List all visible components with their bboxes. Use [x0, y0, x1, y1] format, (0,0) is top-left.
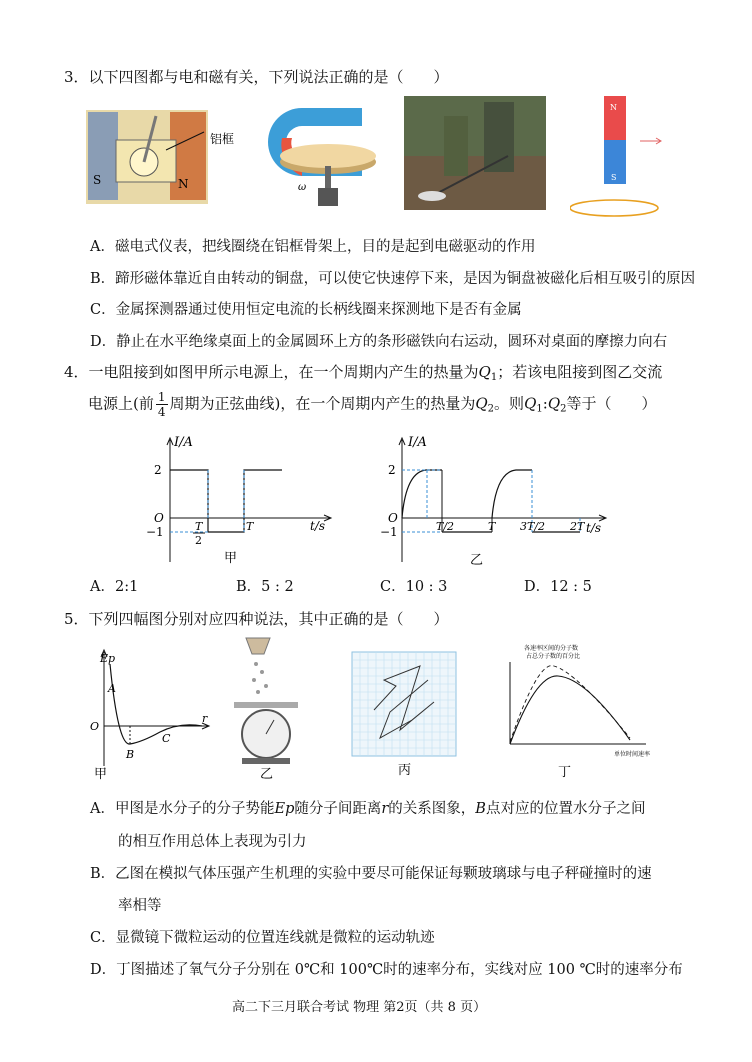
svg-text:r: r [202, 712, 208, 725]
fig1-n-label: N [178, 177, 189, 191]
q4-option-d: D．12 : 5 [524, 579, 592, 595]
svg-text:ω: ω [298, 182, 307, 193]
q3-option-a: A．磁电式仪表，把线圈绕在铝框骨架上，目的是起到电磁驱动的作用 [90, 239, 536, 255]
q5-option-a-line1: A．甲图是水分子的分子势能Ep随分子间距离r的关系图象，B点对应的位置水分子之间 [90, 801, 646, 817]
svg-text:B: B [126, 748, 135, 761]
svg-text:乙: 乙 [470, 553, 484, 568]
svg-text:甲: 甲 [224, 551, 238, 566]
q3-fig4-bar-magnet-ring [570, 94, 670, 220]
svg-text:−1: −1 [380, 525, 398, 539]
q4-option-b: B．5 : 2 [236, 579, 294, 595]
svg-text:I/A: I/A [408, 435, 427, 450]
q5-option-d: D．丁图描述了氧气分子分别在 0℃和 100℃时的速率分布，实线对应 100 ℃时的速率分布 [90, 962, 683, 978]
q3-option-b: B．蹄形磁体靠近自由转动的铜盘，可以使它快速停下来，是因为铜盘被磁化后相互吸引的原因 [90, 271, 696, 287]
svg-text:t/s: t/s [310, 519, 326, 533]
svg-text:T: T [488, 520, 496, 533]
q4-option-a: A．2:1 [90, 579, 139, 595]
page-footer: 高二下三月联合考试 物理 第2页（共 8 页） [232, 1000, 487, 1015]
svg-text:T: T [246, 520, 254, 533]
svg-text:I/A: I/A [174, 435, 193, 450]
svg-text:3T/2: 3T/2 [520, 520, 546, 533]
svg-text:N: N [610, 103, 617, 112]
q5-option-c: C．显微镜下微粒运动的位置连线就是微粒的运动轨迹 [90, 930, 435, 946]
svg-text:各速率区间的分子数: 各速率区间的分子数 [524, 645, 579, 652]
svg-text:2: 2 [195, 534, 202, 547]
svg-text:O: O [154, 511, 164, 525]
q5-fig-bing-brownian [350, 650, 460, 780]
svg-text:A: A [108, 682, 116, 695]
q4-stem-line1: 4．一电阻接到如图甲所示电源上，在一个周期内产生的热量为$Q_1$；若该电阻接到图乙交流 [64, 363, 663, 383]
q5-fig-yi-scale [226, 634, 306, 780]
q3-option-d: D．静止在水平绝缘桌面上的金属圆环上方的条形磁铁向右运动，圆环对桌面的摩擦力向右 [90, 334, 668, 350]
q5-fig-jia-ep-curve [84, 646, 214, 780]
svg-text:丙: 丙 [398, 763, 412, 778]
q3-option-c: C．金属探测器通过使用恒定电流的长柄线圈来探测地下是否有金属 [90, 302, 522, 318]
svg-text:−1: −1 [146, 525, 164, 539]
svg-text:O: O [388, 511, 398, 525]
q4-stem-line2: 电源上(前 $\frac{1}{4}$ 周期为正弦曲线)，在一个周期内产生的热量为$Q_2$。则$Q_1:Q_2$等于（ ） [88, 390, 657, 419]
q5-fig-ding-speed-distribution [496, 644, 656, 780]
svg-text:甲: 甲 [94, 767, 108, 780]
q4-graph-jia [140, 432, 340, 572]
q3-stem: 3．以下四图都与电和磁有关，下列说法正确的是（ ） [64, 68, 449, 86]
svg-text:2: 2 [388, 463, 396, 477]
svg-text:占总分子数的百分比: 占总分子数的百分比 [526, 653, 581, 660]
q4-graph-yi [380, 432, 620, 572]
svg-text:2T: 2T [570, 520, 585, 533]
fig1-s-label: S [93, 173, 102, 187]
svg-text:t/s: t/s [586, 521, 602, 535]
fig1-callout: 铝框 [210, 132, 235, 146]
svg-text:S: S [611, 173, 617, 182]
q3-fig2-copper-disk [262, 98, 392, 216]
q4-option-c: C．10 : 3 [380, 579, 448, 595]
q5-option-b-line1: B．乙图在模拟气体压强产生机理的实验中要尽可能保证每颗玻璃球与电子秤碰撞时的速 [90, 866, 652, 882]
q5-stem: 5．下列四幅图分别对应四种说法，其中正确的是（ ） [64, 610, 449, 628]
svg-text:O: O [90, 720, 100, 733]
svg-text:乙: 乙 [260, 767, 274, 780]
svg-text:Ep: Ep [100, 652, 116, 665]
svg-text:T/2: T/2 [436, 520, 455, 533]
q5-option-b-line2: 率相等 [118, 898, 162, 914]
q5-option-a-line2: 的相互作用总体上表现为引力 [118, 834, 307, 850]
svg-text:单位时间速率: 单位时间速率 [614, 751, 651, 758]
svg-text:T: T [195, 520, 203, 533]
q3-fig3-metal-detector-photo [404, 96, 546, 210]
svg-text:C: C [162, 732, 171, 745]
svg-text:丁: 丁 [558, 765, 572, 780]
q3-fig1-meter [86, 110, 256, 204]
svg-text:2: 2 [154, 463, 162, 477]
